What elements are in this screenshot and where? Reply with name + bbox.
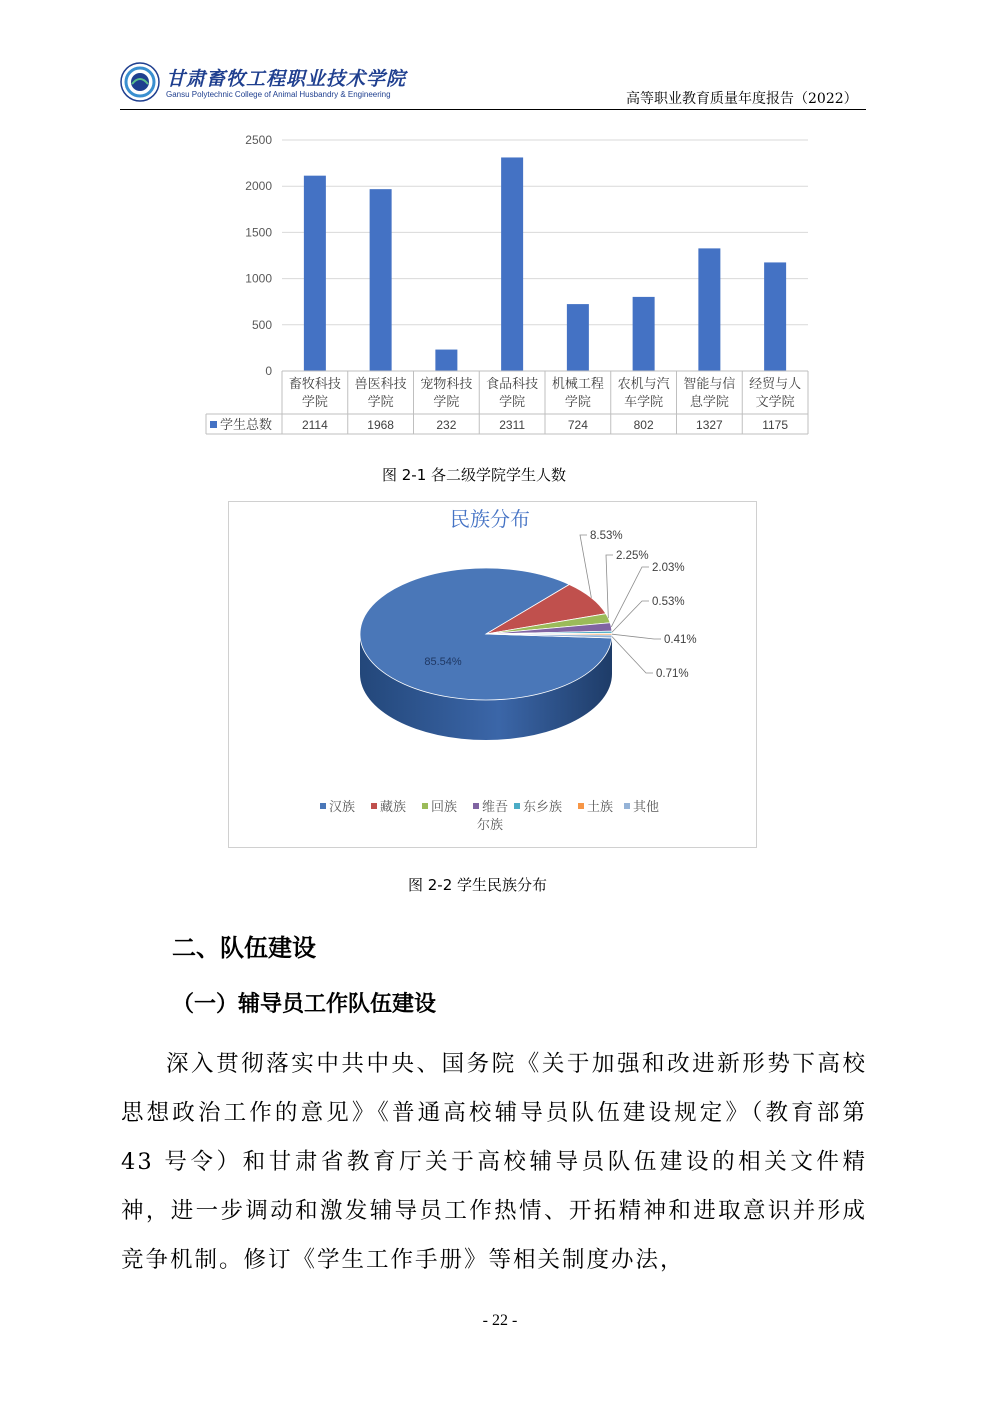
bar-value-label: 2311 bbox=[499, 418, 526, 432]
pie-legend-key bbox=[320, 803, 326, 809]
pie-legend-label: 维吾 bbox=[482, 800, 509, 815]
pie-leader-line bbox=[612, 601, 649, 632]
bar-grid bbox=[282, 140, 808, 371]
table-legend-key bbox=[210, 421, 217, 428]
bar-yticks bbox=[245, 133, 272, 378]
pie-leader-line bbox=[606, 555, 613, 618]
bar-value-label: 802 bbox=[633, 418, 654, 432]
figure2-caption: 图 2-2 学生民族分布 bbox=[408, 876, 548, 894]
bar-value-label: 724 bbox=[567, 418, 588, 432]
bar-category-label: 兽医科技 bbox=[354, 377, 407, 392]
bar-ytick-label: 0 bbox=[265, 364, 272, 378]
pie-legend-key bbox=[624, 803, 630, 809]
header-divider bbox=[120, 109, 866, 110]
pie-data-label: 0.53% bbox=[652, 596, 685, 608]
bar bbox=[370, 189, 392, 371]
bar bbox=[304, 176, 326, 371]
pie-data-label: 85.54% bbox=[424, 656, 462, 668]
bar-ytick-label: 1500 bbox=[245, 225, 272, 240]
school-name-en: Gansu Polytechnic College of Animal Husbandry & Engineering bbox=[166, 90, 391, 99]
pie-legend-label: 汉族 bbox=[329, 800, 356, 815]
pie-top bbox=[360, 568, 612, 700]
section-subheading: （一）辅导员工作队伍建设 bbox=[172, 991, 437, 1017]
bar bbox=[698, 248, 720, 371]
bar-value-label: 232 bbox=[436, 418, 457, 432]
bar-value-label: 1968 bbox=[367, 418, 394, 432]
pie-title: 民族分布 bbox=[450, 507, 530, 531]
bar-value-label: 2114 bbox=[301, 418, 328, 432]
pie-data-label: 2.25% bbox=[616, 550, 649, 562]
pie-legend-key bbox=[422, 803, 428, 809]
school-name-cn: 甘肃畜牧工程职业技术学院 bbox=[166, 68, 407, 90]
college-logo bbox=[120, 62, 160, 102]
pie-legend-key bbox=[578, 803, 584, 809]
college-student-bar-chart bbox=[200, 130, 820, 440]
bar bbox=[764, 262, 786, 371]
bar-category-label: 农机与汽 bbox=[617, 377, 670, 392]
pie-leader-line bbox=[580, 535, 591, 598]
section-heading: 二、队伍建设 bbox=[172, 934, 316, 962]
bar-category-label: 畜牧科技 bbox=[288, 377, 341, 392]
bar-category-label: 息学院 bbox=[689, 395, 729, 410]
report-title: 高等职业教育质量年度报告（2022） bbox=[626, 91, 858, 107]
pie-legend-label: 藏族 bbox=[380, 800, 407, 815]
bar-category-label: 学院 bbox=[564, 395, 591, 410]
bar-category-label: 宠物科技 bbox=[420, 377, 473, 392]
pie-legend-label: 土族 bbox=[587, 800, 614, 815]
bar-category-label: 经贸与人 bbox=[749, 377, 802, 392]
bar-category-label: 食品科技 bbox=[486, 377, 539, 392]
ethnic-pie-chart bbox=[228, 501, 757, 848]
bar bbox=[435, 350, 457, 371]
bar-ytick-label: 500 bbox=[251, 317, 272, 332]
bar-value-label: 1175 bbox=[762, 418, 789, 432]
bar bbox=[633, 297, 655, 371]
bar-category-label: 学院 bbox=[367, 395, 394, 410]
pie-legend-key bbox=[514, 803, 520, 809]
bar-category-label: 智能与信 bbox=[683, 377, 736, 392]
bar bbox=[567, 304, 589, 371]
pie-leader-line bbox=[612, 636, 653, 673]
bar-category-label: 车学院 bbox=[624, 395, 664, 410]
pie-legend-label: 东乡族 bbox=[523, 800, 563, 815]
bar-data-table bbox=[206, 371, 808, 434]
bar-ytick-label: 1000 bbox=[245, 271, 272, 286]
bar-value-label: 1327 bbox=[696, 418, 723, 432]
body-paragraph: 深入贯彻落实中共中央、国务院《关于加强和改进新形势下高校思想政治工作的意见》《普通高校辅导员队伍建设规定》（教育部第 43 号令）和甘肃省教育厅关于高校辅导员队伍建设的相关文件精神，进一步调动和激发辅导员工作热情、开拓精神和进取意识并形成竞争机制。修订《学生工作手册》等相关制度办法， bbox=[121, 1051, 867, 1273]
figure1-caption: 图 2-1 各二级学院学生人数 bbox=[382, 466, 567, 484]
pie-data-label: 8.53% bbox=[590, 530, 623, 542]
bar-category-label: 学院 bbox=[499, 395, 526, 410]
pie-legend-label: 回族 bbox=[431, 800, 458, 815]
pie-legend-label-cont: 尔族 bbox=[477, 818, 504, 833]
bar-category-label: 文学院 bbox=[755, 395, 795, 410]
pie-data-label: 0.71% bbox=[656, 668, 689, 680]
page-number: - 22 - bbox=[482, 1312, 518, 1329]
pie-data-label: 2.03% bbox=[652, 562, 685, 574]
bar-ytick-label: 2000 bbox=[245, 179, 272, 194]
bar-category-label: 学院 bbox=[433, 395, 460, 410]
bar-category-label: 学院 bbox=[301, 395, 328, 410]
bar-ytick-label: 2500 bbox=[245, 133, 272, 147]
pie-leader-line bbox=[612, 634, 661, 639]
pie-leader-line bbox=[611, 567, 649, 627]
table-series-name: 学生总数 bbox=[220, 418, 273, 433]
pie-data-label: 0.41% bbox=[664, 634, 697, 646]
bar-category-label: 机械工程 bbox=[551, 377, 604, 392]
bar bbox=[501, 157, 523, 371]
bar-series bbox=[304, 157, 786, 371]
pie-legend-label: 其他 bbox=[633, 800, 660, 815]
pie-legend-key bbox=[473, 803, 479, 809]
pie-legend bbox=[320, 799, 659, 833]
pie-legend-key bbox=[371, 803, 377, 809]
